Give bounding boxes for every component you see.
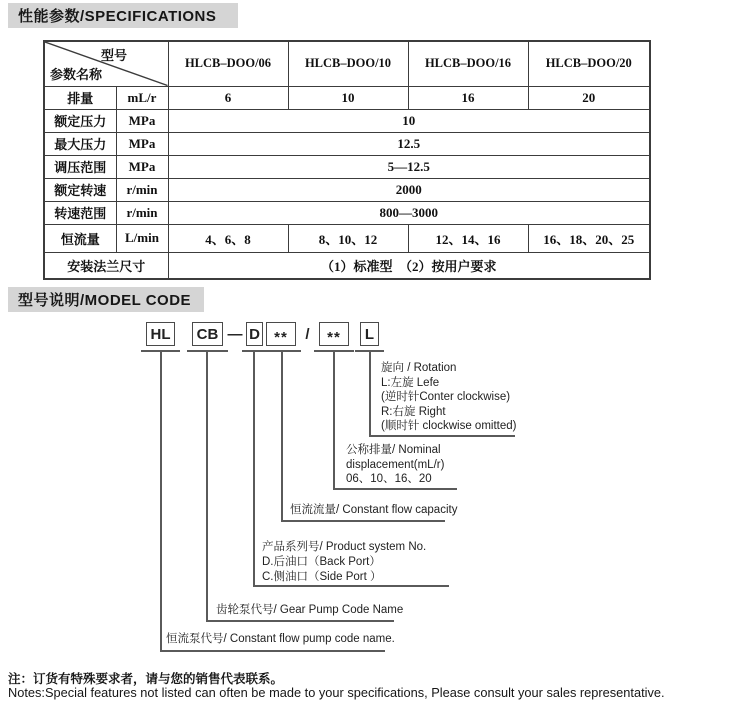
cell-value-merged: 2000 xyxy=(168,178,650,201)
annotation-line: D.后油口（Back Port） xyxy=(262,556,381,568)
code-box-flow xyxy=(319,322,349,346)
specifications-section-title: 性能参数/SPECIFICATIONS xyxy=(8,3,238,28)
row-name: 调压范围 xyxy=(44,155,116,178)
row-unit: MPa xyxy=(116,132,168,155)
table-row-rated-speed xyxy=(44,178,650,201)
note-english: Notes:Special features not listed can often be made to your specifications, Please consult your sales representative. xyxy=(8,685,665,700)
row-name: 恒流量 xyxy=(44,224,116,252)
leader-line-hl xyxy=(160,352,162,652)
asterisks: ** xyxy=(274,328,288,346)
annotation-line: 公称排量/ Nominal xyxy=(346,444,441,456)
annotation-line: R:右旋 Right xyxy=(381,405,446,418)
row-unit: MPa xyxy=(116,155,168,178)
column-header-model: HLCB–DOO/20 xyxy=(528,41,650,86)
note-chinese: 注：订货有特殊要求者，请与您的销售代表联系。 xyxy=(8,672,284,686)
underline-rotation xyxy=(369,435,515,437)
diagonal-header-cell xyxy=(44,41,168,86)
cell-value: 10 xyxy=(288,86,408,109)
row-name: 排量 xyxy=(44,86,116,109)
cell-value-merged: 10 xyxy=(168,109,650,132)
table-header-row xyxy=(44,41,650,86)
underline-product xyxy=(253,585,449,587)
annotation-gear-pump-code: 齿轮泵代号/ Gear Pump Code Name xyxy=(216,604,404,616)
annotation-nominal-displacement xyxy=(346,443,444,487)
cell-value-merged: （1）标准型 （2）按用户要求 xyxy=(168,252,650,279)
code-dash: — xyxy=(227,325,243,343)
annotation-line: C.侧油口（Side Port ） xyxy=(262,571,382,583)
code-slash: / xyxy=(305,325,310,343)
table-row-speed-range xyxy=(44,201,650,224)
code-box-d: D xyxy=(246,322,263,346)
diagonal-label-model: 型号 xyxy=(101,48,128,63)
underline-pump xyxy=(160,650,385,652)
row-unit: r/min xyxy=(116,201,168,224)
leader-line-flow xyxy=(333,352,335,489)
cell-value: 4、6、8 xyxy=(168,224,288,252)
table-row-constant-flow xyxy=(44,224,650,252)
row-unit: mL/r xyxy=(116,86,168,109)
diagonal-label-parameter: 参数名称 xyxy=(50,66,103,82)
column-header-model: HLCB–DOO/06 xyxy=(168,41,288,86)
cell-value: 16、18、20、25 xyxy=(528,224,650,252)
table-row-max-pressure xyxy=(44,132,650,155)
row-name: 最大压力 xyxy=(44,132,116,155)
annotation-line: L:左旋 Lefe xyxy=(381,376,440,389)
row-name: 转速范围 xyxy=(44,201,116,224)
annotation-line: displacement(mL/r) xyxy=(346,458,445,471)
row-unit: L/min xyxy=(116,224,168,252)
annotation-rotation xyxy=(381,361,516,434)
table-row-rated-pressure xyxy=(44,109,650,132)
leader-line-d xyxy=(253,352,255,586)
row-name: 额定转速 xyxy=(44,178,116,201)
leader-line-cb xyxy=(206,352,208,622)
model-code-section-title: 型号说明/MODEL CODE xyxy=(8,287,204,312)
code-box-hl: HL xyxy=(146,322,175,346)
row-unit: MPa xyxy=(116,109,168,132)
row-name: 安装法兰尺寸 xyxy=(44,252,168,279)
annotation-line: 06、10、16、20 xyxy=(346,473,432,486)
column-header-model: HLCB–DOO/10 xyxy=(288,41,408,86)
specifications-table xyxy=(43,40,651,280)
code-box-rotation: L xyxy=(360,322,379,346)
column-header-model: HLCB–DOO/16 xyxy=(408,41,528,86)
leader-line-rotation xyxy=(369,352,371,436)
table-row-mounting-flange xyxy=(44,252,650,279)
cell-value: 20 xyxy=(528,86,650,109)
annotation-constant-flow-capacity: 恒流流量/ Constant flow capacity xyxy=(290,504,458,516)
asterisks: ** xyxy=(327,328,341,346)
cell-value-merged: 5—12.5 xyxy=(168,155,650,178)
cell-value: 6 xyxy=(168,86,288,109)
code-box-displacement xyxy=(266,322,296,346)
annotation-constant-flow-pump-code: 恒流泵代号/ Constant flow pump code name. xyxy=(166,633,395,645)
annotation-line: 产品系列号/ Product system No. xyxy=(262,541,427,553)
annotation-line: (逆时针Conter clockwise) xyxy=(381,391,511,404)
cell-value-merged: 800—3000 xyxy=(168,201,650,224)
underline-gear xyxy=(206,620,394,622)
annotation-product-system xyxy=(262,540,426,585)
table-row-pressure-range xyxy=(44,155,650,178)
table-row-displacement xyxy=(44,86,650,109)
annotation-line: 旋向 / Rotation xyxy=(381,362,457,374)
cell-value: 8、10、12 xyxy=(288,224,408,252)
annotation-line: (顺时针 clockwise omitted) xyxy=(381,420,517,433)
row-name: 额定压力 xyxy=(44,109,116,132)
cell-value: 16 xyxy=(408,86,528,109)
cell-value: 12、14、16 xyxy=(408,224,528,252)
cell-value-merged: 12.5 xyxy=(168,132,650,155)
underline-nominal xyxy=(333,488,457,490)
leader-line-displacement xyxy=(281,352,283,521)
row-unit: r/min xyxy=(116,178,168,201)
underline-capacity xyxy=(281,520,445,522)
code-box-cb: CB xyxy=(192,322,223,346)
